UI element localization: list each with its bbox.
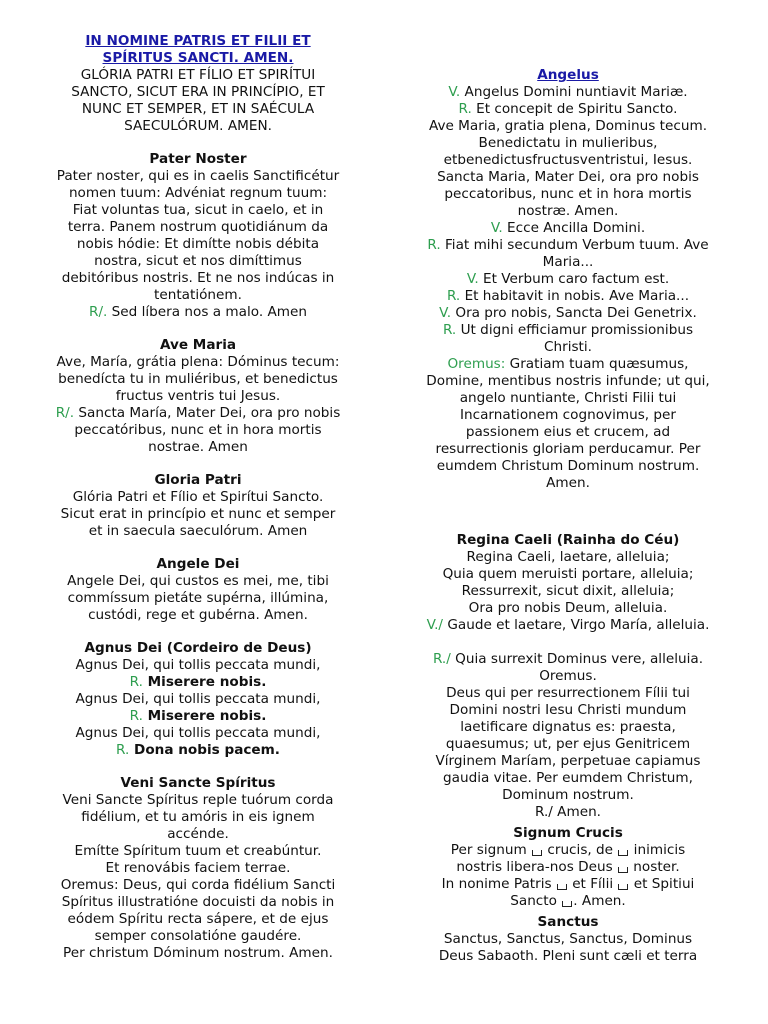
- agnus-dei-title: Agnus Dei (Cordeiro de Deus): [84, 640, 312, 656]
- response-line: [398, 101, 738, 118]
- cross-icon: [562, 901, 572, 907]
- versicle-line: [398, 84, 738, 101]
- prayer-line: passionem eius et crucem, ad: [465, 424, 671, 440]
- prayer-line: [398, 842, 738, 859]
- response-label: R.: [458, 101, 472, 117]
- prayer-line: Emítte Spíritum tuum et creabúntur.: [74, 843, 322, 859]
- angelus-section: [398, 67, 738, 492]
- signum-crucis-title: Signum Crucis: [513, 825, 623, 841]
- prayer-line: nobis hódie: Et dimítte nobis débita: [76, 236, 320, 252]
- response-text: Miserere nobis.: [142, 674, 267, 690]
- response-line: [28, 742, 368, 759]
- prayer-line: Ressurrexit, sicut dixit, alleluia;: [461, 583, 675, 599]
- prayer-line: gaudia vitae. Per eumdem Christum,: [443, 770, 693, 786]
- prayer-line: Agnus Dei, qui tollis peccata mundi,: [75, 657, 321, 673]
- angelus-title[interactable]: Angelus: [537, 67, 599, 83]
- ave-maria-section: [28, 337, 368, 456]
- response-text: Sancta María, Mater Dei, ora pro nobis: [74, 405, 341, 421]
- prayer-line: Pater noster, qui es in caelis Sanctificétur: [56, 168, 340, 184]
- prayer-line: Deus Sabaoth. Pleni sunt cæli et terra: [438, 948, 698, 964]
- prayer-line: resurrectionis gloriam perducamur. Per: [435, 441, 701, 457]
- text-segment: In nonime Patris: [441, 876, 556, 892]
- prayer-line: Spíritus illustratióne docuisti da nobis in: [61, 894, 335, 910]
- veni-sancte-title: Veni Sancte Spíritus: [120, 775, 276, 791]
- ave-maria-title: Ave Maria: [159, 337, 237, 353]
- response-line: [28, 304, 368, 321]
- prayer-line: R./ Amen.: [534, 804, 602, 820]
- invocation-line: NUNC ET SEMPER, ET IN SAÉCULA: [81, 101, 315, 117]
- cross-icon: [618, 867, 628, 873]
- response-text: Et concepit de Spiritu Sancto.: [471, 101, 678, 117]
- prayer-line: [398, 876, 738, 893]
- versicle-text: Angelus Domini nuntiavit Mariæ.: [460, 84, 688, 100]
- prayer-line: Ave, María, grátia plena: Dóminus tecum:: [56, 354, 340, 370]
- left-column: [28, 33, 368, 962]
- cross-icon: [618, 884, 628, 890]
- invocation-section: [28, 33, 368, 135]
- response-line: [28, 708, 368, 725]
- response-label: R.: [129, 674, 143, 690]
- versicle-text: Ecce Ancilla Domini.: [502, 220, 646, 236]
- regina-caeli-title: Regina Caeli (Rainha do Céu): [456, 532, 680, 548]
- pater-noster-title: Pater Noster: [149, 151, 247, 167]
- prayer-line: Ave Maria, gratia plena, Dominus tecum.: [428, 118, 708, 134]
- prayer-line: [398, 893, 738, 910]
- prayer-line: Domine, mentibus nostris infunde; ut qui,: [426, 373, 710, 389]
- cross-icon: [618, 850, 628, 856]
- prayer-line: eódem Spíritu recta sápere, et de ejus: [67, 911, 329, 927]
- response-line: [398, 651, 738, 668]
- versicle-label: V.: [439, 305, 452, 321]
- prayer-line: eumdem Christum Dominum nostrum.: [436, 458, 700, 474]
- prayer-line: Vírginem Maríam, perpetuae capiamus: [435, 753, 701, 769]
- response-line: [398, 237, 738, 254]
- prayer-line: laetificare dignatus es: praesta,: [460, 719, 676, 735]
- prayer-line: Fiat voluntas tua, sicut in caelo, et in: [72, 202, 324, 218]
- versicle-line: [398, 271, 738, 288]
- prayer-line: Incarnationem cognovimus, per: [459, 407, 677, 423]
- sanctus-section: [398, 914, 738, 965]
- signum-crucis-section: [398, 825, 738, 910]
- prayer-line: debitóribus nostris. Et ne nos indúcas in: [61, 270, 335, 286]
- oremus-text: Gratiam tuam quæsumus,: [505, 356, 689, 372]
- response-text: Dona nobis pacem.: [129, 742, 280, 758]
- text-segment: Per signum: [450, 842, 532, 858]
- prayer-line: Agnus Dei, qui tollis peccata mundi,: [75, 725, 321, 741]
- prayer-line: Oremus: Deus, qui corda fidélium Sancti: [60, 877, 336, 893]
- gloria-patri-section: [28, 472, 368, 540]
- response-text: Ut digni efficiamur promissionibus: [456, 322, 694, 338]
- prayer-line: fidélium, et tu amóris in eis ignem: [81, 809, 315, 825]
- agnus-dei-section: [28, 640, 368, 759]
- sanctus-title: Sanctus: [537, 914, 599, 930]
- prayer-line: Christi.: [544, 339, 592, 355]
- versicle-label: V.: [490, 220, 503, 236]
- prayer-line: Et renovábis faciem terrae.: [105, 860, 291, 876]
- text-segment: inimicis: [629, 842, 686, 858]
- angele-dei-title: Angele Dei: [156, 556, 240, 572]
- prayer-line: Sicut erat in princípio et nunc et semper: [60, 506, 336, 522]
- regina-caeli-section: [398, 532, 738, 821]
- pater-noster-section: [28, 151, 368, 321]
- versicle-text: Ora pro nobis, Sancta Dei Genetrix.: [451, 305, 697, 321]
- versicle-text: Et Verbum caro factum est.: [478, 271, 670, 287]
- invocation-title-line-1[interactable]: IN NOMINE PATRIS ET FILII ET: [85, 33, 311, 49]
- invocation-title-line-2[interactable]: SPÍRITUS SANCTI. AMEN.: [102, 50, 294, 66]
- versicle-label: V.: [466, 271, 479, 287]
- prayer-line: [398, 859, 738, 876]
- response-text: Miserere nobis.: [142, 708, 267, 724]
- prayer-line: Ora pro nobis Deum, alleluia.: [468, 600, 668, 616]
- prayer-line: nomen tuum: Advéniat regnum tuum:: [68, 185, 328, 201]
- response-label: R/.: [55, 405, 75, 421]
- oremus-label: Oremus:: [447, 356, 506, 372]
- prayer-line: etbenedictusfructusventristui, Iesus.: [443, 152, 693, 168]
- text-segment: et Spitiui: [629, 876, 695, 892]
- prayer-line: Veni Sancte Spíritus reple tuórum corda: [62, 792, 334, 808]
- invocation-line: GLÓRIA PATRI ET FÍLIO ET SPIRÍTUI: [80, 67, 316, 83]
- response-label: R/.: [89, 304, 108, 320]
- veni-sancte-section: [28, 775, 368, 962]
- prayer-line: semper consolatióne gaudére.: [94, 928, 302, 944]
- invocation-line: SAECULÓRUM. AMEN.: [124, 118, 272, 134]
- prayer-line: tentatiónem.: [154, 287, 242, 303]
- prayer-line: Maria...: [542, 254, 594, 270]
- prayer-line: quaesumus; ut, per ejus Genitricem: [445, 736, 691, 752]
- versicle-line: [398, 220, 738, 237]
- response-label: R.: [116, 742, 130, 758]
- prayer-line: Regina Caeli, laetare, alleluia;: [466, 549, 670, 565]
- prayer-line: Dominum nostrum.: [502, 787, 634, 803]
- response-line: [28, 674, 368, 691]
- prayer-line: Agnus Dei, qui tollis peccata mundi,: [75, 691, 321, 707]
- prayer-line: Quia quem meruisti portare, alleluia;: [442, 566, 694, 582]
- prayer-line: angelo nuntiante, Christi Filii tui: [459, 390, 677, 406]
- response-line: [398, 322, 738, 339]
- response-line: [28, 405, 368, 422]
- response-text: Sed líbera nos a malo. Amen: [107, 304, 307, 320]
- right-column: [398, 67, 738, 965]
- oremus-line: [398, 356, 738, 373]
- prayer-line: nostræ. Amen.: [517, 203, 619, 219]
- response-label: R.: [442, 322, 457, 338]
- prayer-line: fructus ventris tui Jesus.: [115, 388, 281, 404]
- text-segment: Sancto: [510, 893, 562, 909]
- prayer-line: commíssum pietáte supérna, illúmina,: [67, 590, 329, 606]
- prayer-line: Oremus.: [539, 668, 597, 684]
- prayer-line: Amen.: [546, 475, 590, 491]
- prayer-line: Sancta Maria, Mater Dei, ora pro nobis: [437, 169, 699, 185]
- versicle-label: V.: [448, 84, 461, 100]
- versicle-label: V./: [426, 617, 444, 633]
- prayer-line: Angele Dei, qui custos es mei, me, tibi: [67, 573, 329, 589]
- prayer-line: peccatoribus, nunc et in hora mortis: [444, 186, 692, 202]
- response-line: [398, 288, 738, 305]
- response-label: R.: [129, 708, 143, 724]
- response-label: R.: [446, 288, 461, 304]
- text-segment: et Fílii: [567, 876, 618, 892]
- response-text: Fiat mihi secundum Verbum tuum. Ave: [440, 237, 709, 253]
- prayer-line: terra. Panem nostrum quotidiánum da: [67, 219, 329, 235]
- prayer-line: custódi, rege et gubérna. Amen.: [88, 607, 308, 623]
- prayer-line: Per christum Dóminum nostrum. Amen.: [63, 945, 333, 961]
- response-label: R./: [432, 651, 451, 667]
- response-text: Et habitavit in nobis. Ave Maria...: [460, 288, 690, 304]
- gloria-patri-title: Gloria Patri: [154, 472, 242, 488]
- versicle-text: Gaude et laetare, Virgo María, alleluia.: [443, 617, 710, 633]
- text-segment: . Amen.: [573, 893, 626, 909]
- prayer-line: Domini nostri Iesu Christi mundum: [449, 702, 687, 718]
- versicle-line: [398, 305, 738, 322]
- angele-dei-section: [28, 556, 368, 624]
- cross-icon: [532, 850, 542, 856]
- prayer-line: Glória Patri et Fílio et Spirítui Sancto.: [72, 489, 324, 505]
- prayer-line: et in saecula saeculórum. Amen: [88, 523, 308, 539]
- prayer-line: Sanctus, Sanctus, Sanctus, Dominus: [443, 931, 693, 947]
- prayer-line: nostrae. Amen: [148, 439, 248, 455]
- prayer-line: nostra, sicut et nos dimíttimus: [94, 253, 302, 269]
- prayer-line: benedícta tu in muliéribus, et benedictus: [58, 371, 338, 387]
- cross-icon: [557, 884, 567, 890]
- text-segment: noster.: [628, 859, 680, 875]
- response-text: Quia surrexit Dominus vere, alleluia.: [450, 651, 704, 667]
- prayer-line: Deus qui per resurrectionem Fílii tui: [446, 685, 690, 701]
- prayer-line: Benedictatu in mulieribus,: [478, 135, 658, 151]
- response-label: R.: [427, 237, 441, 253]
- prayer-line: peccatóribus, nunc et in hora mortis: [74, 422, 322, 438]
- text-segment: crucis, de: [543, 842, 618, 858]
- invocation-line: SANCTO, SICUT ERA IN PRINCÍPIO, ET: [71, 84, 325, 100]
- versicle-line: [398, 617, 738, 634]
- prayer-line: accénde.: [167, 826, 229, 842]
- text-segment: nostris libera-nos Deus: [456, 859, 617, 875]
